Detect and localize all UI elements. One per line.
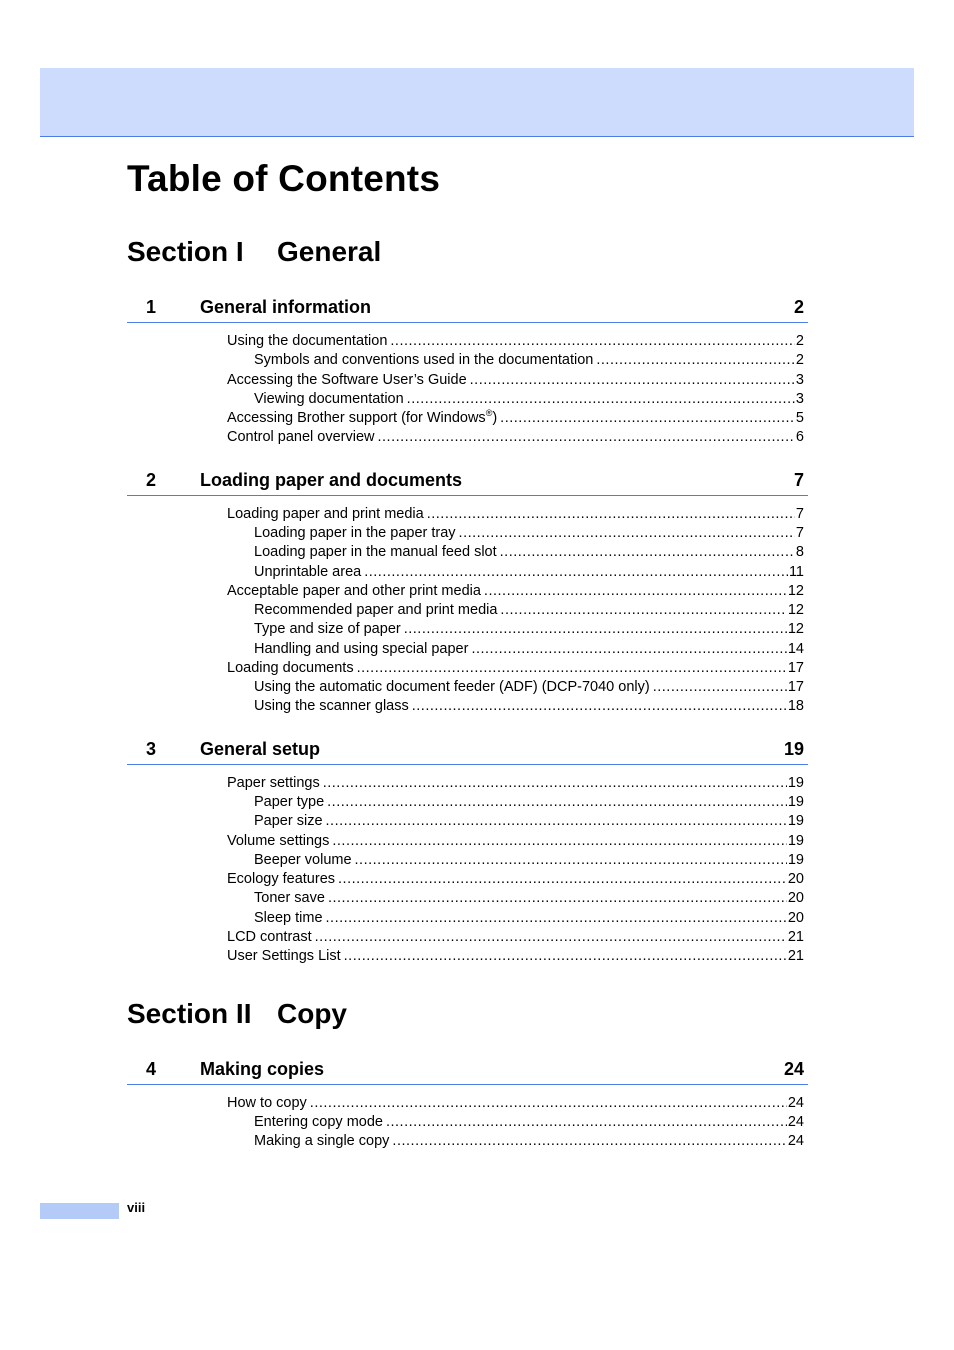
dot-leader: [326, 812, 787, 830]
dot-leader: [315, 928, 787, 946]
entry-page: 24: [787, 1114, 804, 1130]
dot-leader: [392, 1132, 786, 1150]
dot-leader: [364, 563, 788, 581]
chapter-page: 2: [793, 297, 804, 317]
entry-text: Type and size of paper: [254, 621, 401, 637]
dot-leader: [326, 909, 787, 927]
entry-page: 19: [787, 833, 804, 849]
dot-leader: [470, 371, 795, 389]
entry-page: 19: [787, 794, 804, 810]
toc-entry[interactable]: [227, 832, 804, 850]
dot-leader: [404, 620, 787, 638]
entry-page: 19: [787, 775, 804, 791]
toc-entry[interactable]: [227, 947, 804, 965]
toc-subentry[interactable]: [254, 640, 804, 658]
toc-subentry[interactable]: [254, 601, 804, 619]
footer-band: [40, 1203, 119, 1219]
entry-page: 20: [787, 871, 804, 887]
entry-text: Loading paper and print media: [227, 506, 424, 522]
toc-entry[interactable]: [227, 371, 804, 389]
chapter-page: 19: [783, 739, 804, 759]
entry-page: 7: [795, 525, 804, 541]
dot-leader: [471, 640, 786, 658]
entry-text: Making a single copy: [254, 1133, 390, 1149]
dot-leader: [327, 793, 787, 811]
dot-leader: [407, 390, 795, 408]
toc-subentry[interactable]: [254, 889, 804, 907]
section-title: General: [277, 236, 382, 267]
entry-text: Ecology features: [227, 871, 336, 887]
chapter-3: [127, 738, 808, 964]
section-number: Section II: [127, 998, 252, 1029]
toc-entry[interactable]: [227, 332, 804, 350]
entry-text: Entering copy mode: [254, 1114, 383, 1130]
entry-text: Paper settings: [227, 775, 320, 791]
dot-leader: [386, 1113, 787, 1131]
entry-page: 5: [795, 410, 804, 426]
entry-text: Paper type: [254, 794, 325, 810]
toc-subentry[interactable]: [254, 524, 804, 542]
entry-page: 19: [787, 852, 804, 868]
toc-subentry[interactable]: [254, 390, 804, 408]
entry-text: Control panel overview: [227, 429, 375, 445]
toc-entry[interactable]: [227, 1094, 804, 1112]
entry-text: Using the scanner glass: [254, 698, 409, 714]
entry-text: How to copy: [227, 1095, 307, 1111]
dot-leader: [378, 428, 795, 446]
page-title: Table of Contents: [127, 158, 441, 199]
toc-entry[interactable]: [227, 659, 804, 677]
dot-leader: [357, 659, 787, 677]
entry-page: 6: [795, 429, 804, 445]
header-band: [40, 68, 914, 137]
dot-leader: [500, 601, 786, 619]
chapter-number: 2: [146, 470, 157, 490]
toc-entry[interactable]: [227, 505, 804, 523]
toc-subentry[interactable]: [254, 620, 804, 638]
entry-text: Symbols and conventions used in the documentation: [254, 352, 594, 368]
toc-subentry[interactable]: [254, 851, 804, 869]
chapter-heading[interactable]: [127, 469, 808, 496]
chapter-heading[interactable]: [127, 296, 808, 323]
entry-text: Using the automatic document feeder (ADF) (DCP-7040 only): [254, 679, 650, 695]
toc-subentry[interactable]: [254, 1113, 804, 1131]
toc-subentry[interactable]: [254, 563, 804, 581]
entry-page: 2: [795, 352, 804, 368]
toc-subentry[interactable]: [254, 812, 804, 830]
entry-page: 11: [788, 564, 804, 580]
entry-page: 20: [787, 910, 804, 926]
entry-text: LCD contrast: [227, 929, 312, 945]
dot-leader: [500, 543, 795, 561]
entry-page: 21: [787, 929, 804, 945]
section-heading: [127, 236, 381, 268]
entry-page: 14: [787, 641, 804, 657]
dot-leader: [310, 1094, 787, 1112]
section-title: Copy: [277, 998, 347, 1029]
chapter-title: Making copies: [200, 1059, 325, 1079]
toc-entry[interactable]: [227, 870, 804, 888]
entry-text: Accessing the Software User’s Guide: [227, 372, 467, 388]
toc-subentry[interactable]: [254, 697, 804, 715]
entry-text: Loading paper in the paper tray: [254, 525, 456, 541]
chapter-heading[interactable]: [127, 1058, 808, 1085]
entry-page: 19: [787, 813, 804, 829]
entry-page: 20: [787, 890, 804, 906]
toc-subentry[interactable]: [254, 678, 804, 696]
dot-leader: [323, 774, 787, 792]
chapter-page: 7: [793, 470, 804, 490]
section-heading: [127, 998, 347, 1030]
toc-entry[interactable]: [227, 582, 804, 600]
toc-subentry[interactable]: [254, 351, 804, 369]
dot-leader: [484, 582, 787, 600]
entry-page: 3: [795, 391, 804, 407]
chapter-title: General setup: [200, 739, 321, 759]
dot-leader: [332, 832, 786, 850]
dot-leader: [344, 947, 787, 965]
entry-page: 24: [787, 1133, 804, 1149]
entry-page: 21: [787, 948, 804, 964]
chapter-4: [127, 1058, 808, 1149]
dot-leader: [459, 524, 795, 542]
chapter-1: [127, 296, 808, 445]
dot-leader: [328, 889, 787, 907]
entry-text: User Settings List: [227, 948, 341, 964]
entry-text: Volume settings: [227, 833, 330, 849]
entry-text: Paper size: [254, 813, 323, 829]
entry-page: 12: [787, 621, 804, 637]
chapter-page: 24: [783, 1059, 804, 1079]
chapter-number: 3: [146, 739, 157, 759]
toc-entry[interactable]: [227, 428, 804, 446]
chapter-2: [127, 469, 808, 714]
toc-subentry[interactable]: [254, 543, 804, 561]
dot-leader: [653, 678, 787, 696]
toc-subentry[interactable]: [254, 793, 804, 811]
page-number: viii: [127, 1200, 146, 1215]
entry-page: 24: [787, 1095, 804, 1111]
chapter-number: 1: [146, 297, 157, 317]
toc-entry[interactable]: [227, 409, 804, 427]
chapter-title: General information: [200, 297, 372, 317]
chapter-title: Loading paper and documents: [200, 470, 463, 490]
entry-text: Toner save: [254, 890, 325, 906]
entry-page: 12: [787, 583, 804, 599]
dot-leader: [390, 332, 795, 350]
chapter-number: 4: [146, 1059, 157, 1079]
entry-page: 8: [795, 544, 804, 560]
chapter-heading[interactable]: [127, 738, 808, 765]
toc-subentry[interactable]: [254, 909, 804, 927]
entry-text: Unprintable area: [254, 564, 362, 580]
dot-leader: [338, 870, 787, 888]
entry-text: Loading paper in the manual feed slot: [254, 544, 497, 560]
toc-subentry[interactable]: [254, 1132, 804, 1150]
dot-leader: [355, 851, 787, 869]
entry-page: 18: [787, 698, 804, 714]
entry-text: Sleep time: [254, 910, 323, 926]
entry-page: 17: [787, 660, 804, 676]
entry-text: Handling and using special paper: [254, 641, 469, 657]
dot-leader: [596, 351, 795, 369]
dot-leader: [412, 697, 787, 715]
entry-text: Accessing Brother support (for Windows®): [227, 409, 498, 426]
dot-leader: [427, 505, 795, 523]
toc-entry[interactable]: [227, 774, 804, 792]
entry-page: 7: [795, 506, 804, 522]
entry-text: Using the documentation: [227, 333, 388, 349]
entry-page: 12: [787, 602, 804, 618]
toc-entry[interactable]: [227, 928, 804, 946]
entry-text: Acceptable paper and other print media: [227, 583, 481, 599]
entry-text: Loading documents: [227, 660, 354, 676]
dot-leader: [500, 409, 795, 427]
registered-mark: ®: [485, 409, 493, 418]
entry-page: 2: [795, 333, 804, 349]
entry-text: Viewing documentation: [254, 391, 404, 407]
entry-text: Beeper volume: [254, 852, 352, 868]
entry-text: Recommended paper and print media: [254, 602, 498, 618]
entry-page: 3: [795, 372, 804, 388]
section-number: Section I: [127, 236, 244, 267]
entry-page: 17: [787, 679, 804, 695]
